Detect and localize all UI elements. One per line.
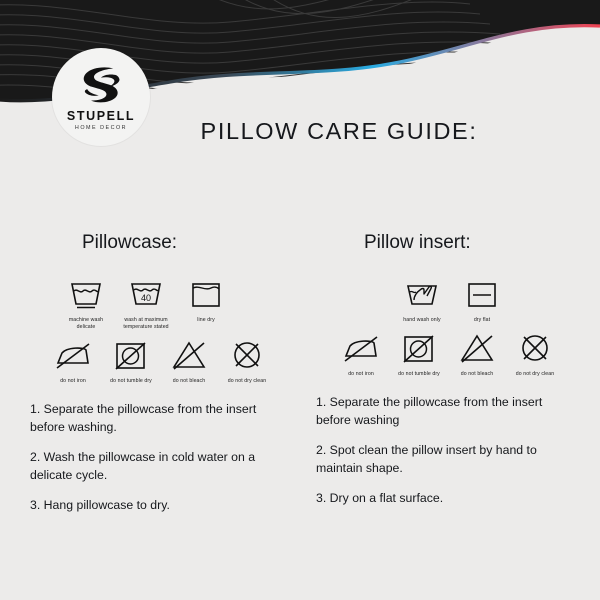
icon-cell-do-not-dry-clean [218,337,276,385]
do-not-dry-clean-icon [225,337,269,373]
icon-label: do not bleach [172,378,206,384]
icon-label: hand wash only [403,317,441,323]
icon-row-insert-prohibitions [312,330,574,378]
icon-label: do not iron [60,378,86,384]
do-not-dry-clean-icon [513,330,557,366]
steps-pillow-insert [312,394,574,508]
footer-spacer [0,578,600,600]
step-item: 2. Spot clean the pillow insert by hand to maintain shape. [316,443,537,475]
step-item: 3. Hang pillowcase to dry. [30,498,170,512]
section-pillow-insert [312,232,574,521]
section-title-pillowcase: Pillowcase: [82,232,178,253]
wash-max-temperature-40-icon [124,276,168,312]
dry-flat-icon [460,276,504,312]
icon-cell-hand-wash-only [392,276,452,324]
line-dry-icon [184,276,228,312]
brand-tagline: HOME DECOR [74,124,128,131]
icon-cell-wash-max-temperature [116,276,176,331]
section-title-pillow-insert: Pillow insert: [364,232,471,253]
step-item: 1. Separate the pillowcase from the insert before washing. [30,402,257,434]
icon-cell-do-not-iron [44,337,102,385]
svg-text:40: 40 [140,293,152,303]
stupell-swoosh-logo-icon [78,66,124,106]
icon-cell-do-not-dry-clean [506,330,564,378]
icon-row-pillowcase-primary [28,276,290,331]
icon-label: line dry [197,317,215,323]
icon-label: do not dry clean [515,371,555,377]
step-item: 1. Separate the pillowcase from the insert before washing [316,395,543,427]
icon-cell-do-not-iron [332,330,390,378]
do-not-bleach-icon [167,337,211,373]
step-item: 2. Wash the pillowcase in cold water on a delicate cycle. [30,450,256,482]
icon-label: do not iron [348,371,374,377]
icon-cell-machine-wash-delicate [56,276,116,331]
machine-wash-delicate-icon [64,276,108,312]
icon-cell-line-dry [176,276,236,324]
icon-cell-dry-flat [452,276,512,324]
icon-cell-do-not-bleach [448,330,506,378]
icon-cell-do-not-tumble-dry [390,330,448,378]
do-not-iron-icon [339,330,383,366]
page-title: PILLOW CARE GUIDE: [200,118,478,144]
icon-label: dry flat [473,317,491,323]
icon-cell-do-not-tumble-dry [102,337,160,385]
icon-label: do not tumble dry [110,378,152,384]
do-not-tumble-dry-icon [109,337,153,373]
step-item: 3. Dry on a flat surface. [316,491,444,505]
do-not-tumble-dry-icon [397,330,441,366]
icon-label: wash at maximum temperature stated [123,317,169,330]
icon-label: do not tumble dry [398,371,440,377]
icon-row-pillowcase-prohibitions [28,337,290,385]
section-pillowcase [28,232,290,528]
icon-row-insert-primary [312,276,574,324]
steps-pillowcase [28,401,290,515]
hand-wash-only-icon [400,276,444,312]
do-not-bleach-icon [455,330,499,366]
icon-label: machine wash delicate [68,317,104,330]
icon-cell-do-not-bleach [160,337,218,385]
icon-label: do not dry clean [227,378,267,384]
do-not-iron-icon [51,337,95,373]
icon-label: do not bleach [460,371,494,377]
brand-name: STUPELL [66,108,136,123]
